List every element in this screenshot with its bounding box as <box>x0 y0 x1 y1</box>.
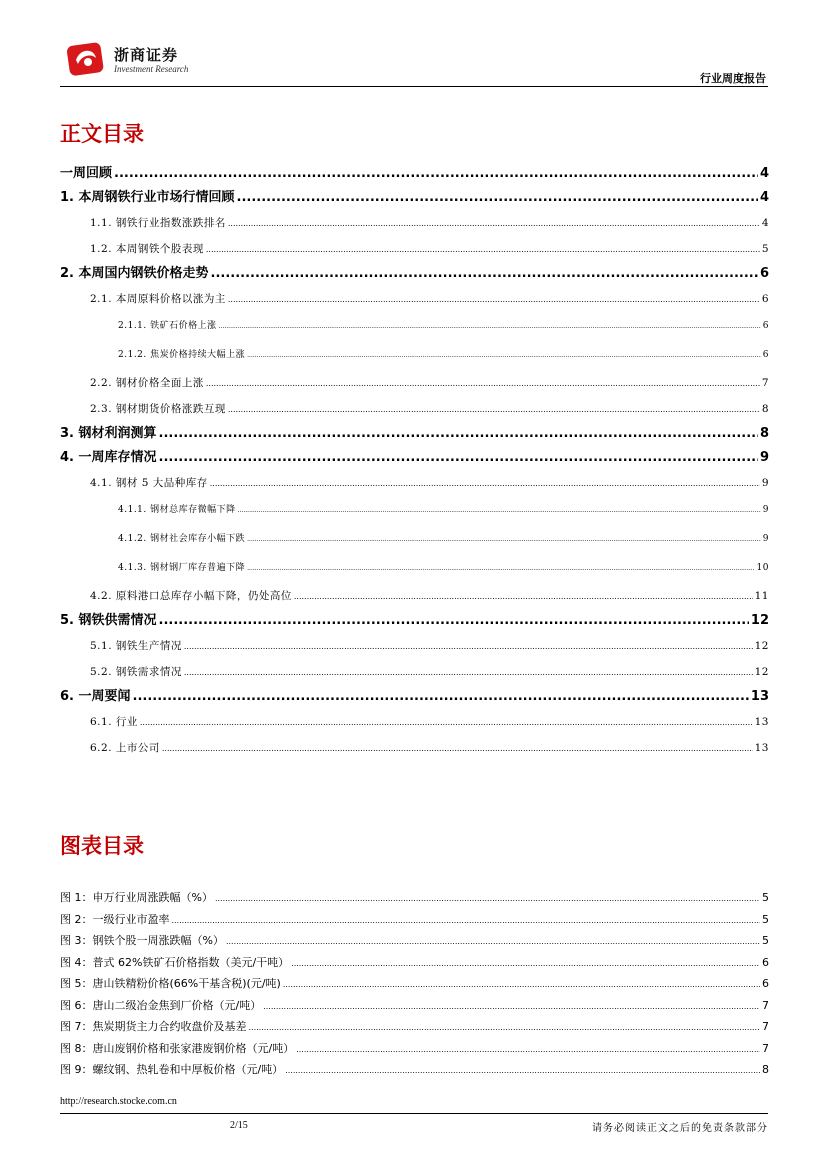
figure-entry-label: 图 1：申万行业周涨跌幅（%） <box>60 891 213 904</box>
toc-entry-label: 4.2. 原料港口总库存小幅下降，仍处高位 <box>90 590 292 602</box>
toc-entry[interactable] <box>60 286 769 312</box>
toc-entry-page: 11 <box>754 590 769 602</box>
dot-leader <box>247 554 754 583</box>
footer-disclaimer: 请务必阅读正文之后的免责条款部分 <box>592 1123 768 1134</box>
toc-entry[interactable] <box>60 236 769 262</box>
toc-entry-page: 12 <box>754 640 769 652</box>
toc-entry-page: 6 <box>762 350 769 360</box>
zheshang-logo-icon <box>66 38 106 78</box>
figure-entry-label: 图 9：螺纹钢、热轧卷和中厚板价格（元/吨） <box>60 1063 284 1076</box>
dot-leader <box>206 237 760 263</box>
page-number: 2/15 <box>230 1120 248 1131</box>
figure-entry[interactable] <box>60 887 769 909</box>
figure-entry-page: 7 <box>762 1020 769 1033</box>
dot-leader <box>159 446 758 470</box>
figure-entry-page: 5 <box>762 912 769 926</box>
toc-entry-page: 8 <box>761 403 769 415</box>
toc-entry-page: 4 <box>759 190 769 205</box>
toc-entry-label: 4.1. 钢材 5 大品种库存 <box>90 477 208 489</box>
footer-url[interactable]: http://research.stocke.com.cn <box>60 1096 177 1107</box>
figure-entry-label: 图 8：唐山废钢价格和张家港废钢价格（元/吨） <box>60 1041 295 1055</box>
toc-entry-label: 2.3. 钢材期货价格涨跌互现 <box>90 403 226 415</box>
toc-entry[interactable] <box>60 470 769 496</box>
figure-entry-label: 图 3：钢铁个股一周涨跌幅（%） <box>60 934 224 947</box>
toc-entry-label: 3. 钢材利润测算 <box>60 426 157 441</box>
toc-entry[interactable] <box>60 370 769 396</box>
toc-entry-page: 9 <box>761 477 769 489</box>
figure-entry-page: 7 <box>762 1041 769 1055</box>
toc-entry[interactable] <box>60 162 769 186</box>
figure-entry[interactable] <box>60 952 769 974</box>
figure-entry-page: 8 <box>762 1063 769 1076</box>
dot-leader <box>159 422 758 446</box>
toc-entry[interactable] <box>60 262 769 286</box>
figure-entry-label: 图 6：唐山二级冶金焦到厂价格（元/吨） <box>60 998 262 1012</box>
figure-entry[interactable] <box>60 973 769 995</box>
toc-entry-page: 4 <box>761 217 769 229</box>
toc-entry-page: 10 <box>756 563 769 573</box>
dot-leader <box>184 660 753 686</box>
toc-entry[interactable] <box>60 554 769 583</box>
dot-leader <box>247 525 761 554</box>
toc-entry[interactable] <box>60 210 769 236</box>
toc-entry-label: 5. 钢铁供需情况 <box>60 613 157 628</box>
figure-entry[interactable] <box>60 1038 769 1060</box>
toc-entry[interactable] <box>60 633 769 659</box>
figure-entry-label: 图 7：焦炭期货主力合约收盘价及基差 <box>60 1020 247 1033</box>
toc-entry[interactable] <box>60 186 769 210</box>
toc-title: 正文目录 <box>60 122 144 146</box>
figure-entry-label: 图 4：普式 62%铁矿石价格指数（美元/干吨） <box>60 955 290 969</box>
toc-entry-label: 4. 一周库存情况 <box>60 450 157 465</box>
toc-entry[interactable] <box>60 525 769 554</box>
dot-leader <box>211 262 758 286</box>
figures-title: 图表目录 <box>60 834 144 858</box>
toc-entry-label: 4.1.3. 钢材钢厂库存普遍下降 <box>118 563 246 573</box>
toc-entry-label: 6. 一周要闻 <box>60 689 131 704</box>
dot-leader <box>184 634 753 660</box>
report-type: 行业周度报告 <box>700 72 766 85</box>
dot-leader <box>228 397 760 423</box>
dot-leader <box>237 186 758 210</box>
footer-divider <box>60 1113 768 1114</box>
toc-entry-page: 6 <box>762 321 769 331</box>
dot-leader <box>219 312 761 341</box>
figure-entry[interactable] <box>60 995 769 1017</box>
toc-entry-page: 9 <box>762 534 769 544</box>
toc-entry[interactable] <box>60 396 769 422</box>
figure-entry-label: 图 2：一级行业市盈率 <box>60 912 170 926</box>
dot-leader <box>114 162 758 186</box>
dot-leader <box>291 953 760 975</box>
toc-entry-page: 9 <box>759 450 769 465</box>
figure-entry-page: 6 <box>762 955 769 969</box>
toc-entry-page: 5 <box>761 243 769 255</box>
toc-entry[interactable] <box>60 709 769 735</box>
toc-entry-page: 6 <box>761 293 769 305</box>
figure-list <box>60 887 769 1081</box>
toc-entry-page: 12 <box>750 613 769 628</box>
dot-leader <box>206 371 760 397</box>
dot-leader <box>294 584 753 610</box>
figure-entry-page: 5 <box>762 934 769 947</box>
dot-leader <box>263 996 760 1018</box>
header-divider <box>60 86 768 87</box>
toc-entry[interactable] <box>60 735 769 761</box>
dot-leader <box>228 211 760 237</box>
toc-entry-page: 7 <box>761 377 769 389</box>
toc-entry-label: 1.2. 本周钢铁个股表现 <box>90 243 204 255</box>
toc-entry-label: 1.1. 钢铁行业指数涨跌排名 <box>90 217 226 229</box>
toc-entry-label: 5.2. 钢铁需求情况 <box>90 666 182 678</box>
toc-entry-label: 6.2. 上市公司 <box>90 742 160 754</box>
dot-leader <box>140 710 753 736</box>
toc-entry-label: 4.1.1. 钢材总库存微幅下降 <box>118 505 236 515</box>
figure-entry-page: 6 <box>762 977 769 990</box>
dot-leader <box>226 931 760 953</box>
toc-entry-label: 一周回顾 <box>60 166 113 181</box>
figure-entry[interactable] <box>60 1059 769 1081</box>
toc-entry-label: 2.2. 钢材价格全面上涨 <box>90 377 204 389</box>
toc-entry-label: 5.1. 钢铁生产情况 <box>90 640 182 652</box>
toc-entry-page: 9 <box>762 505 769 515</box>
toc-entry-page: 4 <box>759 166 769 181</box>
toc-entry-label: 1. 本周钢铁行业市场行情回顾 <box>60 190 235 205</box>
dot-leader <box>285 1060 760 1082</box>
toc-entry-page: 8 <box>759 426 769 441</box>
page-header <box>0 0 827 90</box>
toc-entry[interactable] <box>60 659 769 685</box>
figure-entry-label: 图 5：唐山铁精粉价格(66%干基含税)(元/吨) <box>60 977 281 990</box>
toc-entry-label: 2.1.1. 铁矿石价格上涨 <box>118 321 217 331</box>
brand-name: 浙商证券 <box>114 46 179 64</box>
dot-leader <box>172 910 761 932</box>
toc-entry-label: 6.1. 行业 <box>90 716 138 728</box>
dot-leader <box>296 1039 760 1061</box>
toc-entry[interactable] <box>60 341 769 370</box>
dot-leader <box>159 609 749 633</box>
toc-entry-label: 2. 本周国内钢铁价格走势 <box>60 266 209 281</box>
dot-leader <box>238 496 761 525</box>
figure-entry[interactable] <box>60 930 769 952</box>
toc-entry-label: 2.1. 本周原料价格以涨为主 <box>90 293 226 305</box>
toc-entry[interactable] <box>60 422 769 446</box>
toc-entry-page: 13 <box>754 716 769 728</box>
toc-entry[interactable] <box>60 609 769 633</box>
table-of-contents <box>60 162 769 761</box>
toc-entry[interactable] <box>60 496 769 525</box>
toc-entry[interactable] <box>60 446 769 470</box>
toc-entry-label: 4.1.2. 钢材社会库存小幅下跌 <box>118 534 246 544</box>
dot-leader <box>210 471 760 497</box>
dot-leader <box>249 1017 761 1039</box>
dot-leader <box>215 888 760 910</box>
dot-leader <box>133 685 749 709</box>
toc-entry[interactable] <box>60 312 769 341</box>
figure-entry[interactable] <box>60 909 769 931</box>
toc-entry-label: 2.1.2. 焦炭价格持续大幅上涨 <box>118 350 246 360</box>
toc-entry-page: 13 <box>750 689 769 704</box>
toc-entry[interactable] <box>60 685 769 709</box>
brand-tagline: Investment Research <box>114 64 189 74</box>
toc-entry[interactable] <box>60 583 769 609</box>
dot-leader <box>283 974 760 996</box>
toc-entry-page: 13 <box>754 742 769 754</box>
toc-entry-page: 12 <box>754 666 769 678</box>
dot-leader <box>247 341 761 370</box>
figure-entry-page: 5 <box>762 891 769 904</box>
toc-entry-page: 6 <box>759 266 769 281</box>
dot-leader <box>162 736 753 762</box>
figure-entry-page: 7 <box>762 998 769 1012</box>
figure-entry[interactable] <box>60 1016 769 1038</box>
dot-leader <box>228 287 760 313</box>
